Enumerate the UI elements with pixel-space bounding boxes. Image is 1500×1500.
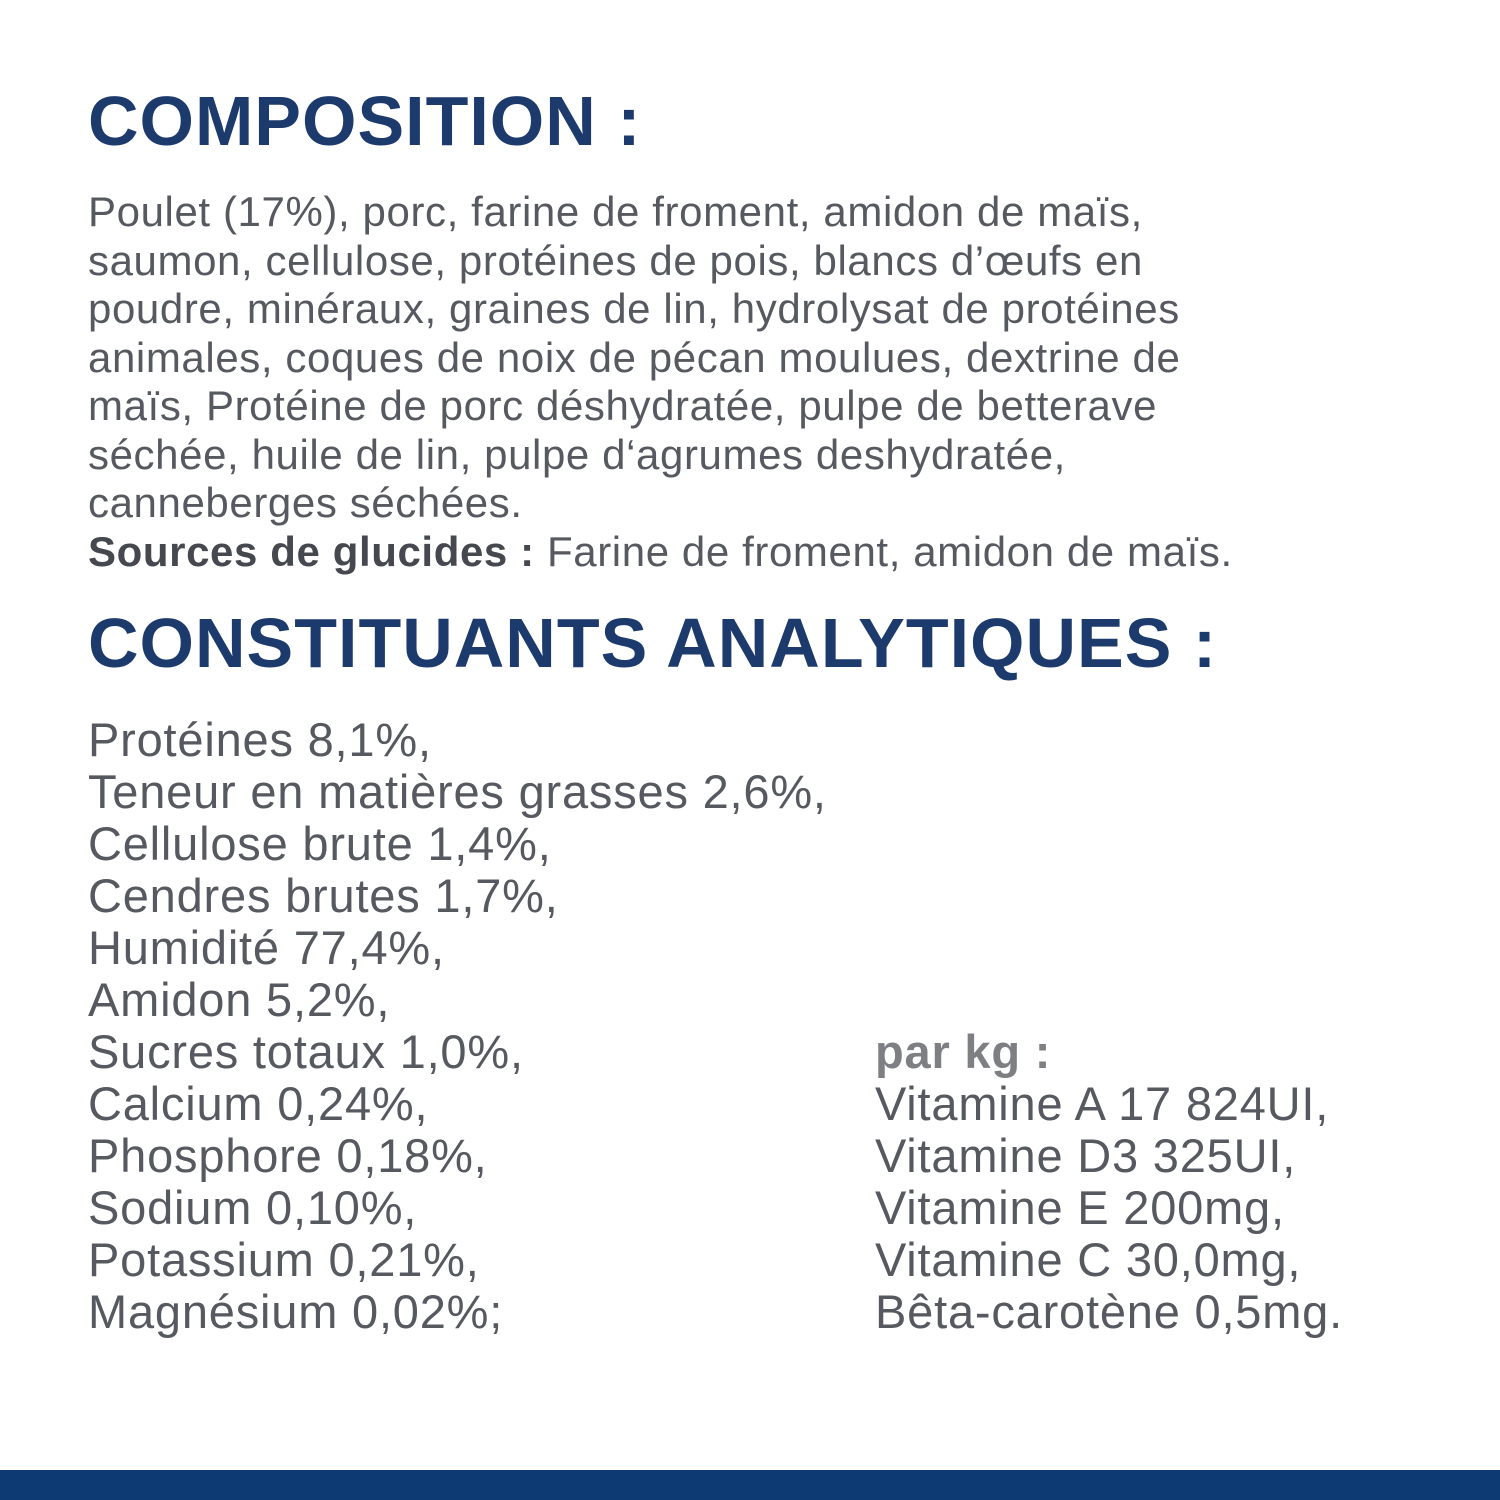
vitamin-item: Vitamine D3 325UI, (875, 1129, 1297, 1182)
vitamin-item: Vitamine C 30,0mg, (875, 1233, 1302, 1286)
bottom-accent-bar (0, 1470, 1500, 1500)
analytical-item: Magnésium 0,02%; (88, 1285, 504, 1338)
analytical-item: Potassium 0,21%, (88, 1233, 480, 1286)
ingredient-line: saumon, cellulose, protéines de pois, blancs d’œufs en (88, 236, 1143, 284)
ingredient-line: canneberges séchées. (88, 479, 523, 526)
carb-sources-line (88, 528, 1233, 577)
ingredient-line: poudre, minéraux, graines de lin, hydrolysat de protéines (88, 285, 1180, 332)
analytical-item: Teneur en matières grasses 2,6%, (88, 765, 827, 818)
ingredient-line: animales, coques de noix de pécan moulues, dextrine de (88, 333, 1181, 381)
analytical-item: Calcium 0,24%, (88, 1077, 429, 1130)
ingredient-line: maïs, Protéine de porc déshydratée, pulpe de betterave (88, 382, 1158, 429)
ingredient-line: Poulet (17%), porc, farine de froment, amidon de maïs, (88, 188, 1143, 235)
analytical-item: Sodium 0,10%, (88, 1181, 418, 1234)
analytical-item: Cendres brutes 1,7%, (88, 869, 559, 922)
vitamin-item: Vitamine E 200mg, (875, 1181, 1285, 1234)
analytical-heading: CONSTITUANTS ANALYTIQUES : (88, 604, 1218, 682)
vitamin-item: Bêta-carotène 0,5mg. (875, 1285, 1343, 1338)
analytical-item: Sucres totaux 1,0%, (88, 1025, 524, 1078)
analytical-item: Protéines 8,1%, (88, 713, 432, 766)
composition-heading: COMPOSITION : (88, 82, 642, 160)
per-kg-column (875, 1026, 1343, 1338)
composition-text (88, 188, 1233, 576)
analytical-item: Cellulose brute 1,4%, (88, 817, 552, 870)
carb-sources-label: Sources de glucides : (88, 527, 547, 575)
analytical-item: Amidon 5,2%, (88, 973, 391, 1026)
analytical-item: Phosphore 0,18%, (88, 1129, 488, 1182)
per-kg-label: par kg : (875, 1025, 1052, 1078)
analytical-list (88, 714, 827, 1338)
ingredient-line: séchée, huile de lin, pulpe d‘agrumes deshydratée, (88, 430, 1066, 478)
carb-sources-value: Farine de froment, amidon de maïs. (547, 527, 1233, 575)
vitamin-item: Vitamine A 17 824UI, (875, 1077, 1330, 1130)
analytical-item: Humidité 77,4%, (88, 921, 445, 974)
